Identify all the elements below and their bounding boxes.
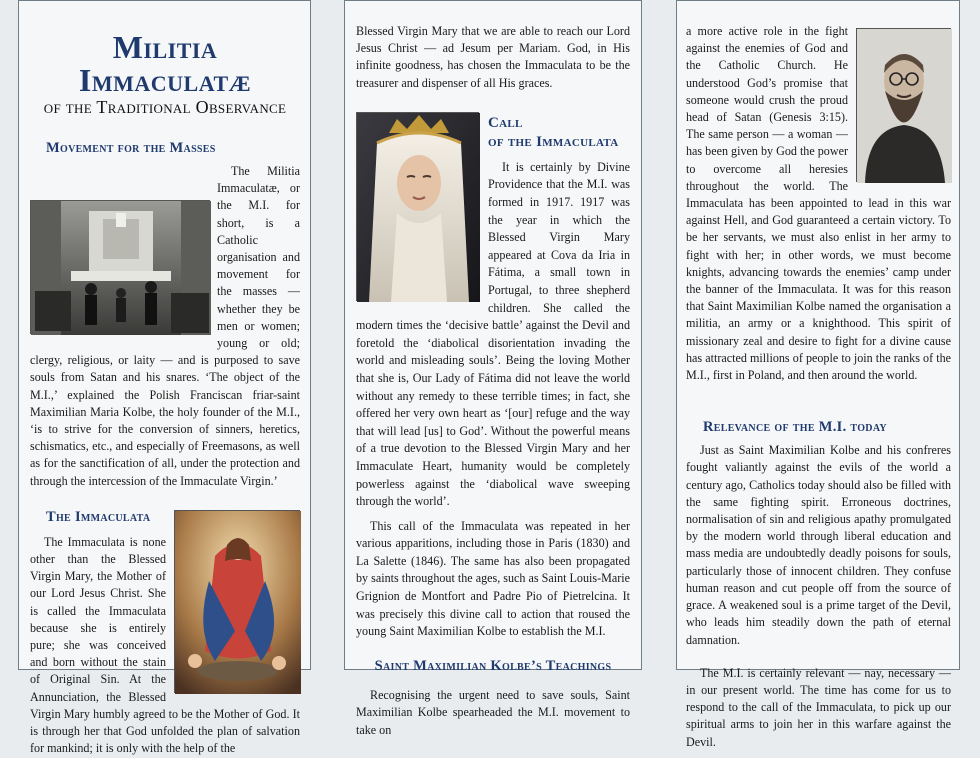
immaculata-painting [174,510,300,693]
fatima-statue-photo [356,112,479,301]
heading-kolbe-teachings: Saint Maximilian Kolbe’s Teachings [374,657,612,674]
panel-right [676,0,960,749]
heading-immaculata: The Immaculata [46,508,151,525]
heading-call-2: of the Immaculata [488,133,619,150]
page-title: Militia Immaculatæ [78,29,252,98]
relevance-paragraph: Just as Saint Maximilian Kolbe and his confreres fought valiantly against the evils of the world a century ago, Catholics today should also be filled with the same fighting spirit. Erroneous doctrines, normalisation of sin and religious apathy promulgated by the modern world through liberal education and mass media are undoubtedly deadly poisons for souls, particularly those of innocent children. They confuse human reason and cut people off from the source of grace. A weakened soul is a prime target of the Devil, who leads him steadily down the path of eternal damnation. [686,443,951,647]
page-subtitle: of the Traditional Observance [43,97,287,117]
panel-left [18,0,311,756]
militia-paragraph: a more active role in the fight against the enemies of God and the Catholic Church. He understood God’s promise that someone would crush the proud head of Satan (Genesis 3:15). The same person — a woman — has been given by God the power to overcome all heresies throughout the world. The Immaculata has been appointed to lead in this war against Hell, and God guaranteed a certain victory. To be her servants, we must also enlist in her army to fight with her; in other words, we must become knights, advancing towards the enemies’ camp under the banner of the Immaculata. It was for this reason that Saint Maximilian Kolbe named the organisation a militia, an army or a knighthood. This spirit of missionary zeal and desire to fight for a divine cause has attracted millions of people to join the ranks of the M.I., first in Poland, and then around the world. [686,24,951,383]
kolbe-portrait-image [857,29,952,183]
closing-paragraph: The M.I. is certainly relevant — nay, necessary — in our present world. The time has come for us to respond to the call of the Immaculata, to pick up our spiritual arms to join her in this warfare against the Devil. [686,665,951,749]
intro-paragraph: Blessed Virgin Mary that we are able to reach our Lord Jesus Christ — ad Jesum per Mariam. God, in His infinite goodness, has chosen the Immaculata to be the treasurer and dispenser of all His graces. [356,24,630,90]
immaculata-paragraph: The Immaculata is none other than the Blessed Virgin Mary, the Mother of our Lord Jesus Christ. She is called the Immaculata because she is entirely pure; she was conceived and born without the stain of Original Sin. At the Annunciation, the Blessed Virgin Mary humbly agreed to be the Mother of God. It is through her that God unfolded the plan of salvation for mankind; it is only with the help of the [30,534,300,756]
heading-movement: Movement for the Masses [46,140,216,156]
kolbe-portrait [856,28,951,182]
chapel-photo [30,200,210,334]
call-paragraph-2: This call of the Immaculata was repeated in her various apparitions, including those in Paris (1830) and La Salette (1846). The same has also been propagated by saints throughout the ages, such as Saint Louis-Marie Grignion de Montfort and Padre Pio of Pietrelcina. It was precisely this divine call to action that roused the young Saint Maximilian Kolbe to establish the M.I. [356,518,630,639]
heading-call-1: Call [488,114,523,131]
immaculata-painting-image [175,511,301,694]
heading-relevance: Relevance of the M.I. today [703,419,887,436]
fatima-statue-image [357,113,480,302]
call-paragraph-1: It is certainly by Divine Providence that the M.I. was formed in 1917. 1917 was the year in which the Blessed Virgin Mary appeared at Cova da Iria in Fátima, a small town in Portugal, to three shepherd children. She called the modern times the ‘decisive battle’ against the Devil and foretold the ‘diabolical disorientation invading the world and misleading souls’. Being the loving Mother that she is, Our Lady of Fátima did not leave the world without any remedy to these terrible times; in fact, she offered her very own heart as ‘[our] refuge and the way that will lead [us] to God’. Without the powerful means of a true devotion to the Blessed Virgin Mary and her Immaculate Heart, humanity would be completely powerless against the ‘diabolical wave sweeping through the world’. [356,159,630,509]
movement-paragraph: The Militia Immaculatæ, or the M.I. for short, is a Catholic organisation and movement for the masses — whether they be men or women; young or old; clergy, religious, or laity — and is purposed to save souls from Satan and his snares. ‘The object of the M.I.,’ explained the Polish Franciscan friar-saint Maximilian Maria Kolbe, the holy founder of the M.I., ‘is to strive for the conversion of sinners, heretics, schismatics, etc., and especially of Freemasons, as well as for the sanctification of all, under the protection and through the intercession of the Immaculate Virgin.’ [30,164,300,488]
panel-middle [344,0,642,738]
chapel-photo-image [31,201,211,335]
kolbe-paragraph: Recognising the urgent need to save souls, Saint Maximilian Kolbe spearheaded the M.I. movement to take on [356,687,630,738]
